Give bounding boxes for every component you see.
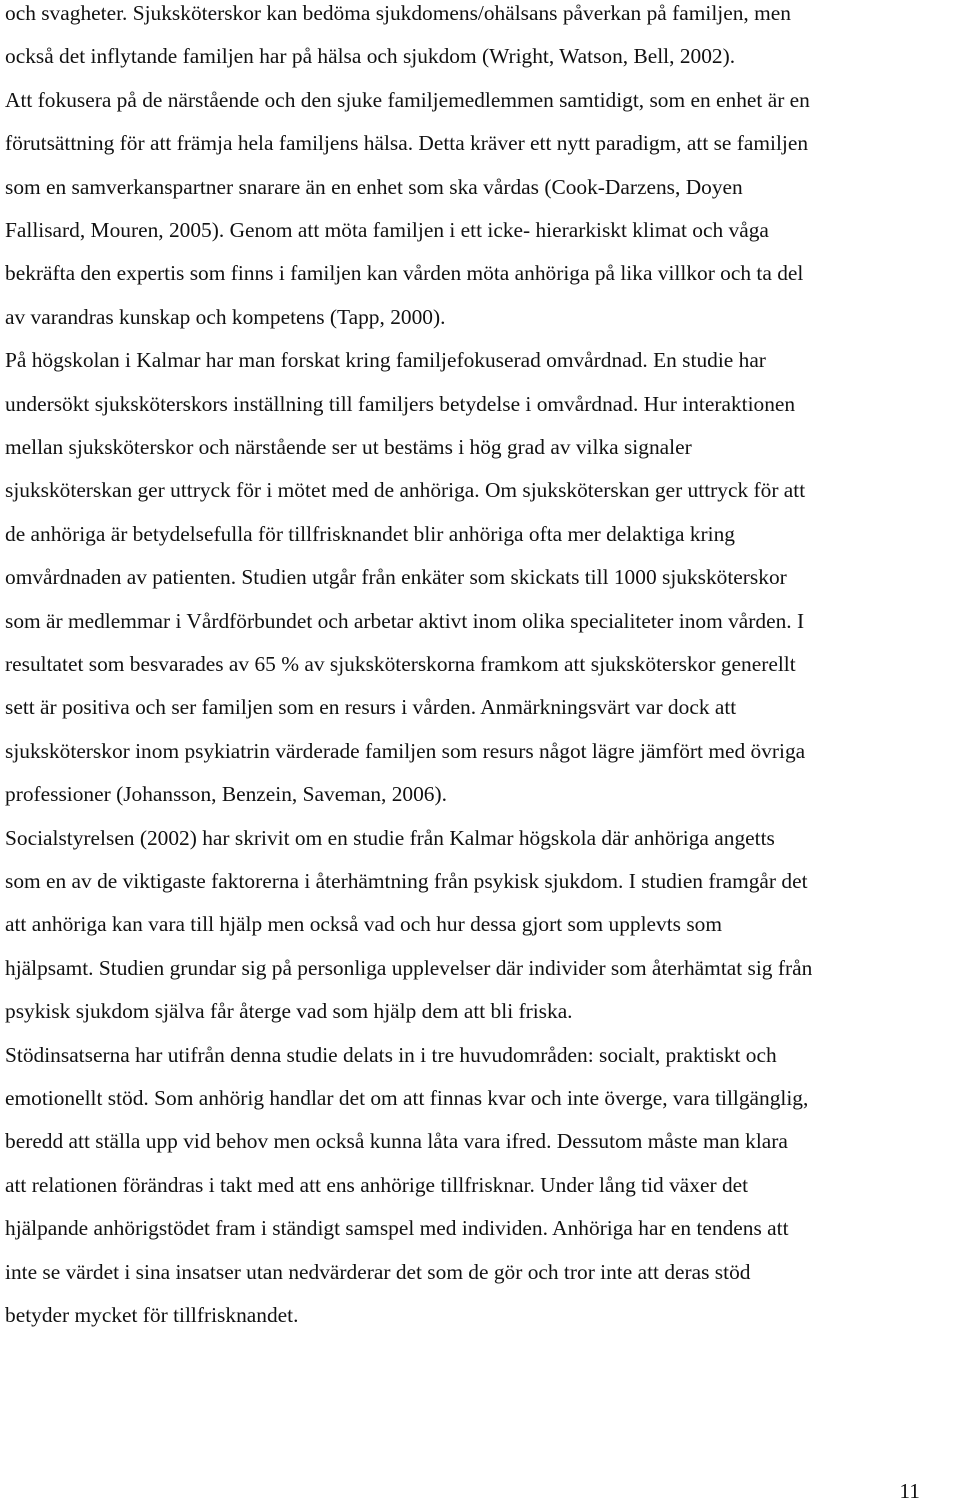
- text-line: Socialstyrelsen (2002) har skrivit om en studie från Kalmar högskola där anhöriga angetts: [5, 825, 775, 850]
- text-line: och svagheter. Sjuksköterskor kan bedöma sjukdomens/ohälsans påverkan på familjen, men: [5, 1, 791, 25]
- text-line: Stödinsatserna har utifrån denna studie delats in i tre huvudområden: socialt, praktiskt och: [5, 1042, 777, 1067]
- text-line: omvårdnaden av patienten. Studien utgår från enkäter som skickats till 1000 sjuksköterskor: [5, 565, 787, 590]
- text-line: som är medlemmar i Vårdförbundet och arbetar aktivt inom olika specialiteter inom vården. I: [5, 608, 805, 633]
- text-line: av varandras kunskap och kompetens (Tapp, 2000).: [5, 304, 446, 329]
- text-line: Fallisard, Mouren, 2005). Genom att möta familjen i ett icke- hierarkiskt klimat och våga: [5, 218, 769, 242]
- text-line: undersökt sjuksköterskors inställning till familjers betydelse i omvårdnad. Hur interaktionen: [5, 391, 796, 416]
- text-line: att relationen förändras i takt med att ens anhörige tillfrisknar. Under lång tid växer det: [5, 1172, 749, 1197]
- text-line: På högskolan i Kalmar har man forskat kring familjefokuserad omvårdnad. En studie har: [5, 348, 766, 373]
- text-line: professioner (Johansson, Benzein, Saveman, 2006).: [5, 782, 447, 807]
- text-line: de anhöriga är betydelsefulla för tillfrisknandet blir anhöriga ofta mer delaktiga kring: [5, 521, 735, 546]
- text-line: hjälpsamt. Studien grundar sig på personliga upplevelser där individer som återhämtat sig från: [5, 955, 813, 980]
- text-line: som en samverkanspartner snarare än en enhet som ska vårdas (Cook-Darzens, Doyen: [5, 174, 743, 199]
- text-line: förutsättning för att främja hela familjens hälsa. Detta kräver ett nytt paradigm, att se familjen: [5, 131, 809, 156]
- text-line: betyder mycket för tillfrisknandet.: [5, 1303, 299, 1327]
- text-line: inte se värdet i sina insatser utan nedvärderar det som de gör och tror inte att deras stöd: [5, 1259, 751, 1284]
- text-line: också det inflytande familjen har på hälsa och sjukdom (Wright, Watson, Bell, 2002).: [5, 44, 736, 69]
- text-line: bekräfta den expertis som finns i familjen kan vården möta anhöriga på lika villkor och ta del: [5, 261, 804, 286]
- text-line: mellan sjuksköterskor och närstående ser ut bestäms i hög grad av vilka signaler: [5, 435, 692, 459]
- text-line: psykisk sjukdom själva får återge vad som hjälp dem att bli friska.: [5, 999, 573, 1024]
- text-line: Att fokusera på de närstående och den sjuke familjemedlemmen samtidigt, som en enhet är en: [5, 87, 810, 112]
- text-line: beredd att ställa upp vid behov men också kunna låta vara ifred. Dessutom måste man klara: [5, 1129, 788, 1154]
- text-line: emotionellt stöd. Som anhörig handlar det om att finnas kvar och inte överge, vara tillgänglig,: [5, 1086, 809, 1110]
- text-line: sett är positiva och ser familjen som en resurs i vården. Anmärkningsvärt var dock att: [5, 695, 737, 720]
- page-number: 11: [899, 1479, 920, 1503]
- text-line: att anhöriga kan vara till hjälp men också vad och hur dessa gjort som upplevts som: [5, 912, 723, 937]
- text-line: sjuksköterskan ger uttryck för i mötet med de anhöriga. Om sjuksköterskan ger uttryck för att: [5, 478, 806, 503]
- text-line: resultatet som besvarades av 65 % av sjuksköterskorna framkom att sjuksköterskor generellt: [5, 652, 796, 676]
- text-line: som en av de viktigaste faktorerna i återhämtning från psykisk sjukdom. I studien framgår det: [5, 869, 808, 893]
- text-line: hjälpande anhörigstödet fram i ständigt samspel med individen. Anhöriga har en tendens att: [5, 1216, 789, 1241]
- text-line: sjuksköterskor inom psykiatrin värderade familjen som resurs något lägre jämfört med övriga: [5, 738, 806, 763]
